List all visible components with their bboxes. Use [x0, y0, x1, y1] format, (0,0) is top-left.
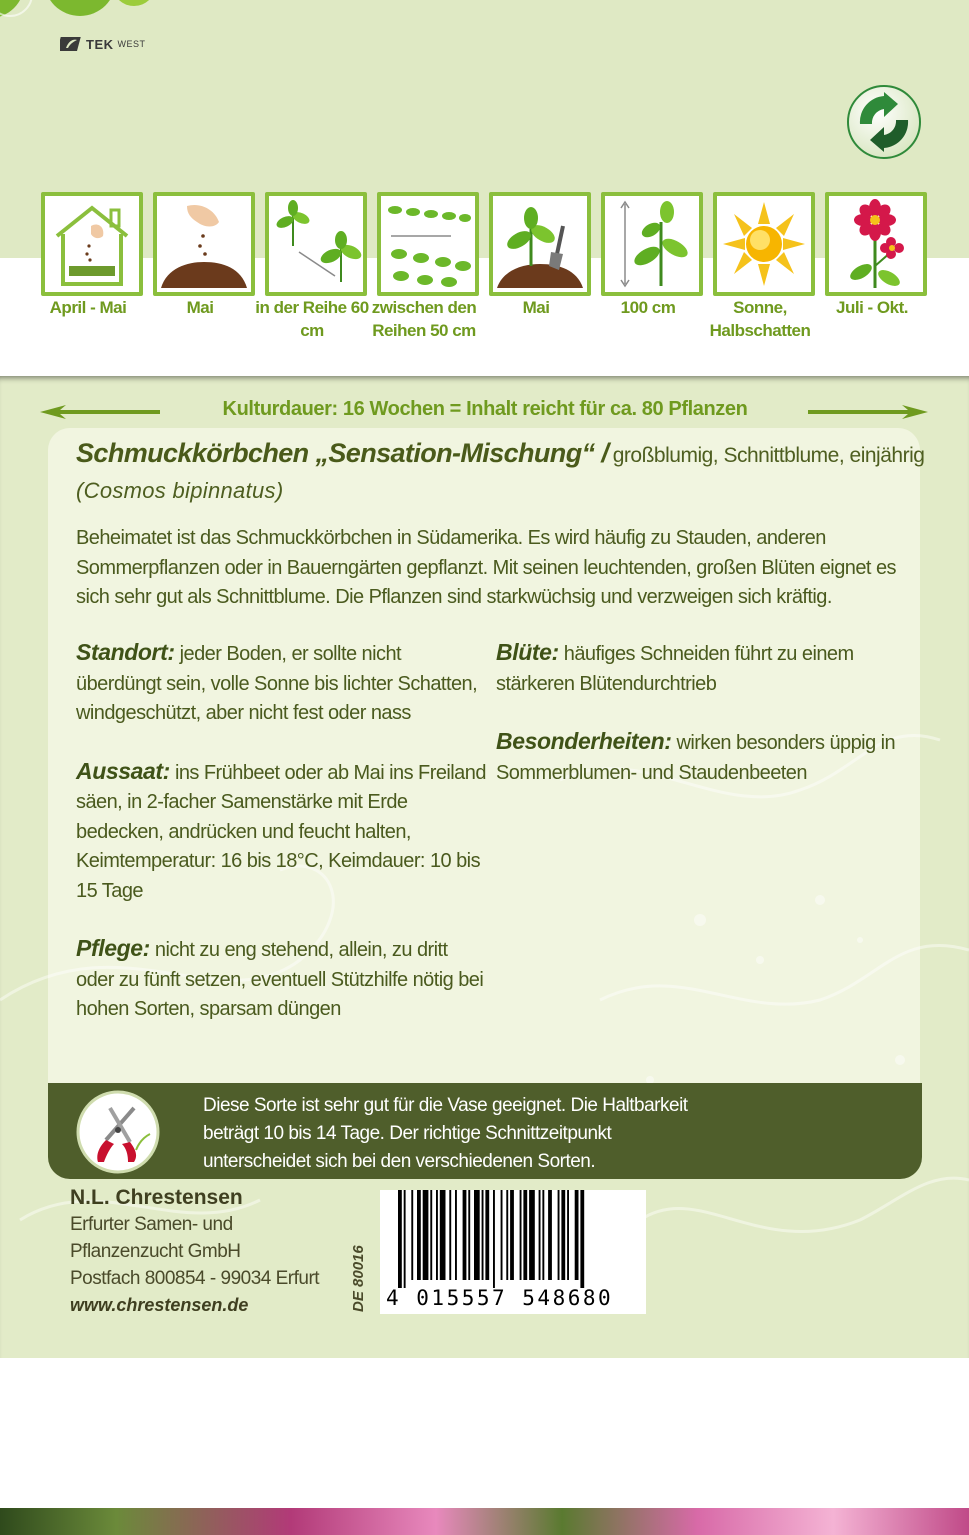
barcode-bar: [510, 1190, 514, 1280]
icon-label-5: Mai: [522, 298, 550, 317]
flower-photo-strip: [0, 1508, 969, 1535]
icon-card-7: [713, 192, 815, 296]
barcode-bar: [493, 1190, 495, 1288]
section-aussaat: [76, 757, 486, 907]
barcode-bar: [423, 1190, 429, 1280]
section-text: nicht zu eng stehend, allein, zu dritt oder zu fünft setzen, eventuell Stützhilfe nötig bei hohen Sorten, sparsam düngen: [76, 939, 484, 1020]
company-name: N.L. Chrestensen: [70, 1186, 243, 1209]
barcode-bar: [523, 1190, 527, 1280]
left-column: [76, 638, 486, 1053]
icon-label-6: 100 cm: [620, 298, 676, 317]
barcode-bar: [417, 1190, 421, 1280]
barcode-bar: [430, 1190, 432, 1280]
arrow-right-icon: [808, 405, 928, 419]
barcode: [380, 1190, 646, 1314]
section-pflege: [76, 934, 486, 1025]
tek-brand-suffix: WEST: [117, 39, 146, 49]
barcode-bar: [520, 1190, 522, 1280]
product-title: [76, 438, 956, 469]
icon-card-1: [41, 192, 143, 296]
barcode-bar: [529, 1190, 535, 1280]
brand-circles-logo: [0, 0, 170, 24]
icon-card-6: [601, 192, 703, 296]
section-label: Aussaat:: [76, 757, 170, 784]
icon-card-4: [377, 192, 479, 296]
barcode-bar: [404, 1190, 406, 1288]
barcode-bar: [575, 1190, 579, 1280]
barcode-bar: [436, 1190, 438, 1280]
barcode-number: 4 015557 548680: [386, 1286, 614, 1310]
flower-icon: [829, 196, 923, 292]
section-besonderheiten: [496, 727, 896, 788]
barcode-bar: [463, 1190, 467, 1280]
address-line-2: Pflanzenzucht GmbH: [70, 1241, 241, 1262]
sun-icon: [717, 196, 811, 292]
section-text: ins Frühbeet oder ab Mai ins Freiland säen, in 2-facher Samenstärke mit Erde bedecken, andrücken und feucht halten, Keimtemperatur: 16 bis 18°C, Keimdauer: 10 bis 15 Tage: [76, 761, 486, 902]
barcode-bar: [506, 1190, 508, 1280]
section-standort: [76, 638, 486, 729]
product-name: Schmuckkörbchen „Sensation-Mischung“ /: [76, 438, 609, 468]
tek-brand-text: TEK: [86, 36, 114, 52]
barcode-bars: [398, 1190, 634, 1288]
barcode-bar: [548, 1190, 552, 1280]
icon-card-3: [265, 192, 367, 296]
barcode-bar: [482, 1190, 484, 1280]
icon-label-1: April - Mai: [49, 298, 127, 317]
barcode-bar: [398, 1190, 402, 1288]
de-code: DE 80016: [350, 1245, 367, 1312]
row-spacing-icon: [269, 196, 363, 292]
section-bluete: [496, 638, 896, 699]
section-label: Blüte:: [496, 639, 559, 665]
plant-height-icon: [605, 196, 699, 292]
vase-info-text: Diese Sorte ist sehr gut für die Vase geeignet. Die Haltbarkeit beträgt 10 bis 14 Tage. Der richtige Schnittzeitpunkt unterscheidet sich bei den verschiedenen Sorten.: [203, 1095, 688, 1172]
barcode-bar: [474, 1190, 480, 1280]
barcode-bar: [558, 1190, 560, 1280]
tekwest-logo: [60, 36, 146, 52]
barcode-bar: [580, 1190, 584, 1288]
icon-label-8: Juli - Okt.: [836, 298, 908, 317]
barcode-bar: [449, 1190, 451, 1280]
icon-label-4: zwischen den Reihen 50 cm: [371, 298, 477, 340]
barcode-bar: [455, 1190, 457, 1280]
icon-label-3: in der Reihe 60 cm: [255, 298, 369, 340]
barcode-bar: [440, 1190, 446, 1280]
section-text: häufiges Schneiden führt zu einem stärkeren Blütendurchtrieb: [496, 643, 854, 695]
barcode-bar: [567, 1190, 569, 1280]
kulturdauer-line: [40, 398, 930, 426]
indoor-sowing-house-icon: [45, 196, 139, 292]
barcode-bar: [539, 1190, 541, 1280]
product-properties: großblumig, Schnittblume, einjährig: [612, 444, 925, 467]
barcode-bar: [411, 1190, 413, 1280]
barcode-bar: [561, 1190, 565, 1280]
barcode-bar: [542, 1190, 544, 1280]
pruning-shears-icon: [76, 1090, 160, 1174]
barcode-bar: [485, 1190, 489, 1280]
icon-card-8: [825, 192, 927, 296]
bottom-white-band: [0, 1358, 969, 1508]
barcode-bar: [468, 1190, 470, 1280]
green-dot-recycling-icon: [846, 84, 922, 160]
company-address: [70, 1184, 319, 1319]
section-text: wirken besonders üppig in Sommerblumen- und Staudenbeeten: [496, 732, 896, 784]
icon-label-7: Sonne, Halbschatten: [709, 298, 811, 340]
website-link[interactable]: www.chrestensen.de: [70, 1295, 249, 1315]
section-label: Standort:: [76, 639, 175, 665]
icon-card-5: [489, 192, 591, 296]
icon-label-2: Mai: [186, 298, 214, 317]
planting-shovel-icon: [493, 196, 587, 292]
between-rows-spacing-icon: [381, 196, 475, 292]
intro-text: Beheimatet ist das Schmuckkörbchen in Südamerika. Es wird häufig zu Stauden, anderen Sommerpflanzen oder in Bauerngärten gepflanzt. Mit seinen leuchtenden, großen Blüten eignet es sich sehr gut als Schnittblume. Die Pflanzen sind starkwüchsig und verzweigen sich kräftig.: [76, 527, 896, 608]
tekwest-logo-icon: [60, 36, 82, 52]
icon-card-2: [153, 192, 255, 296]
section-text: jeder Boden, er sollte nicht überdüngt sein, volle Sonne bis lichter Schatten, windgeschützt, aber nicht fest oder nass: [76, 643, 478, 724]
kulturdauer-text: Kulturdauer: 16 Wochen = Inhalt reicht für ca. 80 Pflanzen: [222, 398, 748, 420]
address-line-3: Postfach 800854 - 99034 Erfurt: [70, 1268, 320, 1289]
section-label: Pflege:: [76, 935, 150, 961]
outdoor-sowing-hand-icon: [157, 196, 251, 292]
right-column: [496, 638, 896, 816]
barcode-bar: [501, 1190, 503, 1280]
address-line-1: Erfurter Samen- und: [70, 1214, 233, 1235]
latin-name: (Cosmos bipinnatus): [76, 478, 284, 503]
section-label: Besonderheiten:: [496, 728, 672, 754]
